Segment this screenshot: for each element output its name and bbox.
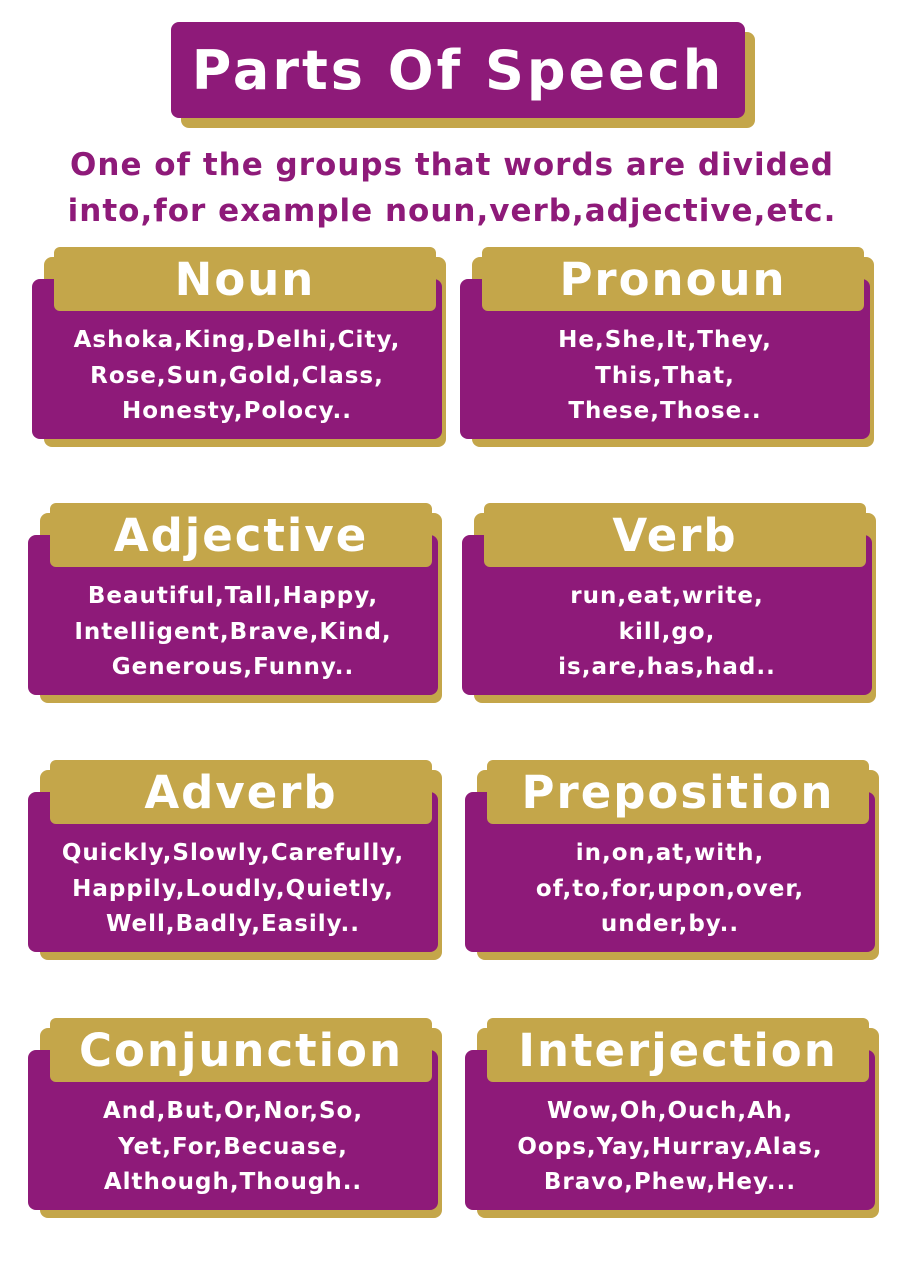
card-adverb xyxy=(28,760,444,962)
example-line: kill,go, xyxy=(618,618,716,645)
card-heading: Adjective xyxy=(50,503,432,567)
example-line: Rose,Sun,Gold,Class, xyxy=(90,362,384,389)
card-adjective xyxy=(28,503,444,705)
example-line: This,That, xyxy=(595,362,735,389)
card-preposition xyxy=(465,760,881,962)
example-line: Yet,For,Becuase, xyxy=(118,1133,348,1160)
example-line: Beautiful,Tall,Happy, xyxy=(87,583,379,609)
example-line: in,on,at,with, xyxy=(575,840,765,866)
example-line: These,Those.. xyxy=(568,398,762,424)
example-line: Bravo,Phew,Hey... xyxy=(543,1169,797,1195)
card-verb xyxy=(462,503,878,705)
example-line: Wow,Oh,Ouch,Ah, xyxy=(546,1098,794,1124)
card-heading: Preposition xyxy=(487,760,869,824)
example-line: Generous,Funny.. xyxy=(111,654,355,680)
card-heading: Verb xyxy=(484,503,866,567)
example-line: Honesty,Polocy.. xyxy=(122,398,352,424)
card-heading: Adverb xyxy=(50,760,432,824)
card-heading: Noun xyxy=(54,247,436,311)
example-line: of,to,for,upon,over, xyxy=(535,875,805,902)
example-line: Happily,Loudly,Quietly, xyxy=(72,875,394,902)
card-heading: Conjunction xyxy=(50,1018,432,1082)
example-line: Although,Though.. xyxy=(103,1169,363,1195)
card-heading: Pronoun xyxy=(482,247,864,311)
card-interjection xyxy=(465,1018,881,1220)
card-heading: Interjection xyxy=(487,1018,869,1082)
card-noun xyxy=(32,247,448,449)
title-banner xyxy=(171,22,755,128)
example-line: is,are,has,had.. xyxy=(558,654,776,680)
example-line: And,But,Or,Nor,So, xyxy=(102,1098,364,1124)
example-line: He,She,It,They, xyxy=(558,327,772,353)
card-pronoun xyxy=(460,247,876,449)
example-line: Quickly,Slowly,Carefully, xyxy=(61,840,405,866)
example-line: run,eat,write, xyxy=(570,583,764,609)
example-line: Oops,Yay,Hurray,Alas, xyxy=(517,1133,823,1160)
definition-line: One of the groups that words are divided xyxy=(70,147,834,183)
example-line: Well,Badly,Easily.. xyxy=(105,911,361,937)
definition-text xyxy=(20,142,884,234)
example-line: Ashoka,King,Delhi,City, xyxy=(73,327,401,353)
card-conjunction xyxy=(28,1018,444,1220)
example-line: under,by.. xyxy=(600,911,740,937)
page-title: Parts Of Speech xyxy=(171,22,745,118)
definition-line: into,for example noun,verb,adjective,etc. xyxy=(67,193,837,229)
example-line: Intelligent,Brave,Kind, xyxy=(74,618,392,645)
